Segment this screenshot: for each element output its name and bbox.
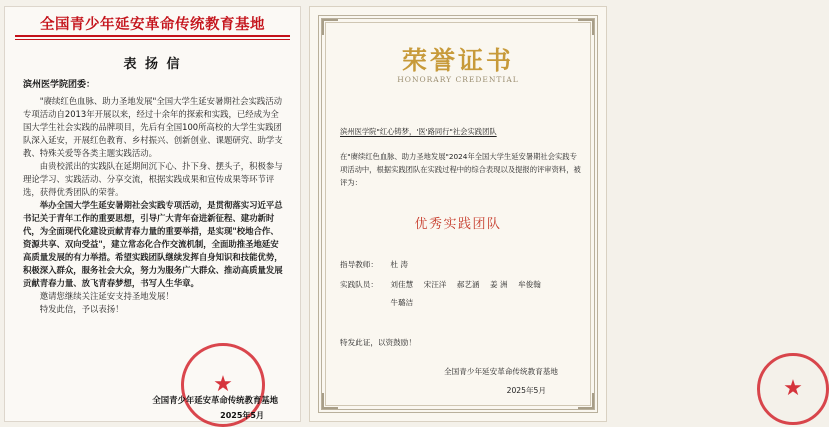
letter-addressee: 滨州医学院团委： (23, 80, 96, 90)
letter-header-rule (15, 35, 290, 37)
seal-star-icon: ★ (213, 372, 233, 397)
letter-body (23, 79, 286, 316)
letter-header-rule-thin (15, 39, 290, 40)
member-name: 宋汪洋 (423, 280, 447, 289)
certificate-closing: 特发此证，以资鼓励！ (340, 338, 416, 347)
member-name: 牛璐洁 (390, 298, 414, 307)
certificate-date: 2025年5月 (506, 386, 546, 395)
members-row-2 (340, 297, 421, 308)
letter-title: 表 扬 信 (123, 57, 182, 72)
letter-paragraph: 由贵校派出的实践队在延期间沉下心、扑下身、摆头子，积极参与理论学习、实践活动、分享交流，根据实践成果和宣传成果等环节评选，获得优秀团队的荣誉。 (23, 161, 283, 197)
letter-paragraph: 举办全国大学生延安暑期社会实践专项活动，是贯彻落实习近平总书记关于青年工作的重要思想，引导广大青年奋进新征程、建功新时代，为全面现代化建设贡献青春力量的重要举措，是实现"校地合作、资源共享、双向受益"，建立常态化合作交流机制，全面助推圣地延安高质量发展的有力举措。希望实践团队继续发挥自身知识和技能优势，积极深入群众，服务社会大众，努力为服务广大群众、推动高质量发展贡献青春力量、放飞青春梦想，书写人生华章。 (23, 200, 283, 288)
corner-ornament (578, 19, 594, 35)
members-row (340, 279, 549, 290)
corner-ornament (578, 393, 594, 409)
seal-star-icon: ★ (783, 376, 803, 401)
member-name: 郝艺涵 (456, 280, 480, 289)
commendation-letter (4, 6, 301, 422)
letter-paragraph: 特发此信，予以表扬！ (39, 304, 124, 314)
letter-paragraph: 邀请您继续关注延安支持圣地发展！ (39, 291, 174, 301)
advisor-name: 杜 涛 (390, 260, 409, 269)
advisor-row (340, 259, 416, 270)
certificate-body: 在"赓续红色血脉、助力圣地发展"2024年全国大学生延安暑期社会实践专项活动中，根据实践团队在实践过程中的综合表现以及提报的评审资料，被评为： (340, 152, 581, 187)
letter-org-header: 全国青少年延安革命传统教育基地 (40, 16, 265, 33)
certificate-title: 荣誉证书 (401, 46, 514, 75)
official-seal (757, 353, 829, 425)
letter-paragraph: "赓续红色血脉、助力圣地发展"全国大学生延安暑期社会实践活动专项活动自2013年开展以来，经过十余年的探索和实践，已经成为全国大学生社会实践的品牌项目，先后有全国100所高校的大学生实践团队深入延安，开展红色教育、乡村振兴、创新创业、课题研究、助学支教、特殊关爱等各类主题实践活动。 (23, 96, 283, 158)
member-name: 刘佳慧 (390, 280, 414, 289)
corner-ornament (322, 393, 338, 409)
advisor-label: 指导教师： (340, 260, 378, 269)
letter-signature: 全国青少年延安革命传统教育基地 (152, 395, 278, 405)
certificate-signature: 全国青少年延安革命传统教育基地 (444, 367, 558, 376)
certificate-subtitle: HONORARY CREDENTIAL (397, 75, 519, 84)
member-name: 姜 洲 (490, 280, 508, 289)
letter-date: 2025年5月 (220, 411, 264, 420)
certificate-award: 优秀实践团队 (414, 217, 502, 232)
corner-ornament (322, 19, 338, 35)
member-name: 牟俊翰 (518, 280, 541, 289)
members-label: 实践队员： (340, 280, 378, 289)
honor-certificate (309, 6, 803, 422)
certificate-recipient: 滨州医学院"红心铸梦，'医'路同行"社会实践团队 (340, 127, 497, 136)
